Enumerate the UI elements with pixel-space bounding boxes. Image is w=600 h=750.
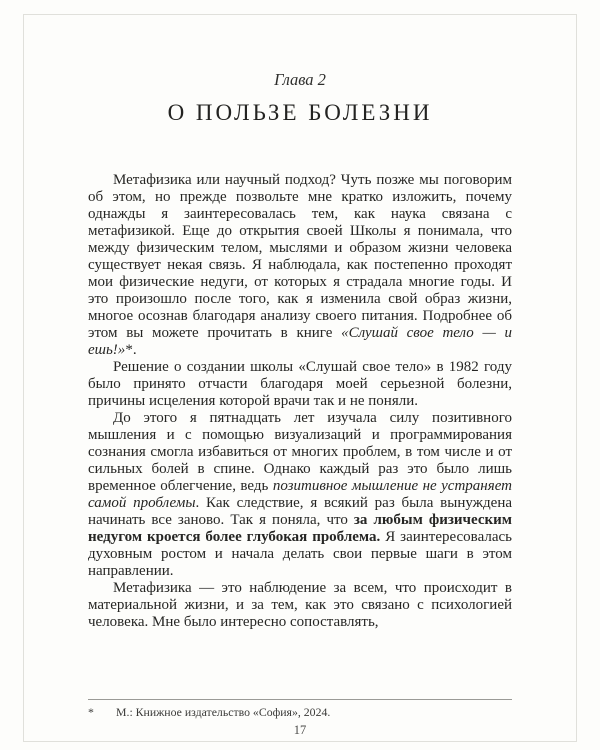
- text-run: . Как следствие, я всякий раз была вынуждена начинать все заново. Так я поняла, что: [88, 495, 512, 528]
- chapter-title: О ПОЛЬЗЕ БОЛЕЗНИ: [167, 100, 433, 125]
- footnote-marker: *: [88, 705, 94, 719]
- paragraph: [88, 359, 512, 410]
- chapter-label: Глава 2: [274, 70, 326, 89]
- text-run: Решение о создании школы «Слушай свое тело» в 1982 году было принято отчасти благодаря моей серьезной болезни, причины исцеления которой врачи так и не поняли.: [88, 359, 512, 409]
- text-run: До этого я пятнадцать лет изучала силу позитивного мышления и с помощью визуализаций и программирования сознания смогла избавиться от многих проблем, в том числе и от сильных болей в спине. Однако каждый раз это было лишь временное облегчение, ведь: [88, 410, 512, 494]
- text-run: Метафизика — это наблюдение за всем, что происходит в материальной жизни, и за тем, как это связано с психологией человека. Мне было интересно сопоставлять,: [88, 580, 512, 630]
- footnote: [88, 699, 512, 720]
- text-run-italic: «Слушай свое тело — и ешь!»: [88, 325, 512, 358]
- footnote-text: М.: Книжное издательство «София», 2024.: [116, 705, 331, 719]
- text-block: [88, 172, 512, 631]
- paragraph: [88, 580, 512, 631]
- page-number: 17: [293, 723, 307, 737]
- text-run: *.: [125, 342, 137, 358]
- text-run-italic: позитивное мышление не устраняет самой проблемы: [88, 478, 512, 511]
- text-run: Метафизика или научный подход? Чуть позже мы поговорим об этом, но прежде позвольте мне кратко изложить, почему однажды я заинтересовалась тем, как наука связана с метафизикой. Еще до открытия своей Школы я понимала, что между физическим телом, мыслями и образом жизни человека существует некая связь. Я наблюдала, как постепенно проходят мои физические недуги, от которых я страдала многие годы. И это произошло после того, как я изменила свой образ жизни, многое осознав благодаря анализу своего питания. Подробнее об этом вы можете прочитать в книге: [88, 172, 512, 341]
- paragraph: [88, 172, 512, 359]
- paragraph: [88, 410, 512, 580]
- text-run-bold: за любым физическим недугом кроется более глубокая проблема.: [88, 512, 512, 545]
- text-run: Я заинтересовалась духовным ростом и начала делать свои первые шаги в этом направлении.: [88, 529, 512, 579]
